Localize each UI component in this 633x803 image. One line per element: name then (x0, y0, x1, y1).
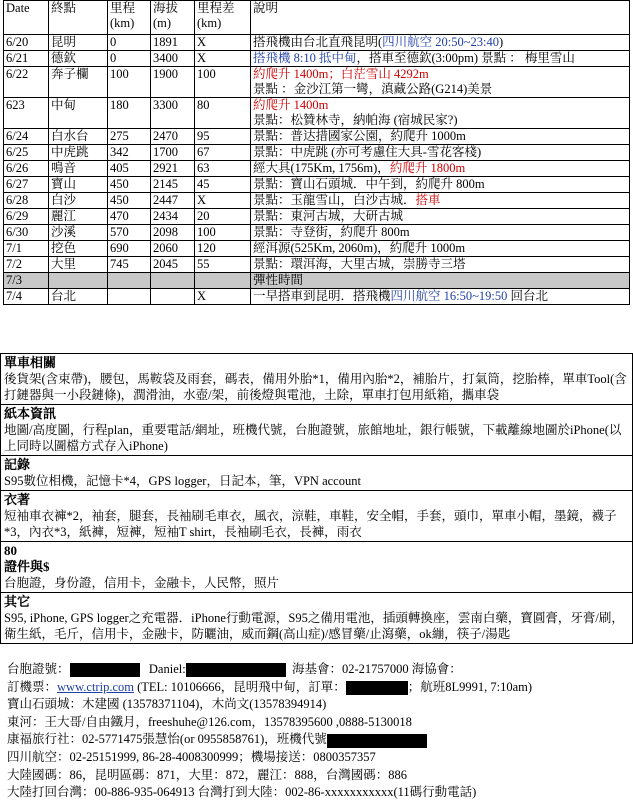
cell-alt: 2434 (151, 209, 195, 225)
cell-description (251, 273, 630, 289)
header-cell: Date (4, 1, 49, 35)
cell-date: 6/27 (4, 177, 49, 193)
description-segment: ) (499, 35, 504, 49)
description-segment: 搭車 (415, 193, 441, 207)
section-title: 80 證件與$ (4, 543, 50, 574)
cell-diff: 100 (195, 67, 251, 98)
cell-alt: 1891 (151, 35, 195, 51)
cell-km: 450 (108, 177, 151, 193)
cell-diff: 120 (195, 241, 251, 257)
cell-description (251, 98, 630, 129)
contact-line (7, 661, 627, 679)
header-cell: 海拔 (m) (151, 1, 195, 35)
itinerary-table (3, 0, 630, 305)
description-segment: 景點：松贊林寺，納帕海 (宿城民家?) (253, 113, 458, 127)
cell-alt: 2470 (151, 129, 195, 145)
cell-description (251, 161, 630, 177)
section-body: 地圖/高度圖，行程plan，重要電話/網址，班機代號，台胞證號，旅館地址，銀行帳號，下載離線地圖於iPhone(以上同時以圖檔方式存入iPhone) (4, 423, 622, 453)
cell-end: 寶山 (49, 177, 108, 193)
cell-alt: 2098 (151, 225, 195, 241)
cell-diff (195, 273, 251, 289)
cell-date: 623 (4, 98, 49, 129)
cell-km: 405 (108, 161, 151, 177)
travel-agency: 康福旅行社：02-5771475張慧怡(or 0955858761)，班機代號 (7, 732, 327, 747)
cell-description (251, 145, 630, 161)
cell-description (251, 289, 630, 305)
cell-alt: 2145 (151, 177, 195, 193)
header-cell: 里程差 (km) (195, 1, 251, 35)
itinerary-row (4, 257, 630, 273)
description-segment: 景點：東河古城，大研古城 (253, 209, 404, 223)
redaction-box (70, 663, 140, 677)
contact-line (7, 679, 627, 697)
cell-km: 0 (108, 51, 151, 67)
cell-description (251, 67, 630, 98)
description-segment: 搭飛機 8:10 抵中甸 (253, 51, 357, 65)
cell-km: 690 (108, 241, 151, 257)
cell-km: 180 (108, 98, 151, 129)
cell-end: 中甸 (49, 98, 108, 129)
cell-end: 台北 (49, 289, 108, 305)
cell-description (251, 177, 630, 193)
itinerary-row (4, 241, 630, 257)
itinerary-row (4, 51, 630, 67)
cell-diff: 55 (195, 257, 251, 273)
itinerary-row (4, 177, 630, 193)
itinerary-row (4, 289, 630, 305)
section-body: 後貨架(含束帶)，腰包，馬鞍袋及雨套，碼表，備用外胎*1，備用內胎*2，補胎片，打氣筒，挖胎棒，單車Tool(含打鏈器與一小段鏈條)，潤滑油，水壺/架，前後燈與電池，土除，單車打包用紙箱，攜車袋 (4, 372, 627, 402)
cell-alt: 1900 (151, 67, 195, 98)
description-segment: 景點：環洱海，大里古城，崇勝寺三塔 (253, 257, 466, 271)
cell-km: 470 (108, 209, 151, 225)
itinerary-row (4, 145, 630, 161)
cell-km: 450 (108, 193, 151, 209)
cell-date: 6/22 (4, 67, 49, 98)
ticket-info: (TEL: 10106666，昆明飛中甸，訂單： (133, 679, 346, 694)
cell-end: 沙溪 (49, 225, 108, 241)
contact-line: 大陸國碼：86，昆明區碼：871，大里：872，麗江：888，台灣國碼：886 (7, 767, 408, 782)
section-title: 紙本資訊 (4, 406, 57, 421)
itinerary-row (4, 129, 630, 145)
contact-line: 寶山石頭城：木建國 (13578371104)，木尚文(13578394914) (7, 697, 327, 712)
cell-diff: 63 (195, 161, 251, 177)
cell-date: 6/28 (4, 193, 49, 209)
cell-alt: 2447 (151, 193, 195, 209)
cell-end (49, 273, 108, 289)
header-cell: 說明 (251, 1, 630, 35)
description-segment: 四川航空 20:50~23:40 (382, 35, 500, 49)
section-title: 其它 (4, 594, 31, 609)
cell-description (251, 51, 630, 67)
cell-diff: X (195, 51, 251, 67)
cell-date: 6/24 (4, 129, 49, 145)
cell-km (108, 289, 151, 305)
section-title: 記錄 (4, 457, 31, 472)
cell-diff: 80 (195, 98, 251, 129)
section-body: S95, iPhone, GPS logger之充電器．iPhone行動電源，S95之備用電池，插頭轉換座，雲南白藥，寶圓膏，牙膏/刷，衛生紙，毛斤，信用卡，金融卡，防曬油，威而鋼(高山症)/感冒藥/止瀉藥，ok繃，筷子/湯匙 (4, 611, 624, 641)
cell-alt: 2921 (151, 161, 195, 177)
cell-end: 大里 (49, 257, 108, 273)
description-segment: 四川航空 16:50~19:50 (390, 289, 508, 303)
cell-end: 昆明 (49, 35, 108, 51)
cell-description (251, 35, 630, 51)
cell-date: 6/29 (4, 209, 49, 225)
description-segment: 回台北 (507, 289, 548, 303)
section-body: S95數位相機，記憶卡*4，GPS logger，日記本，筆，VPN account (4, 474, 361, 488)
cell-alt (151, 289, 195, 305)
cell-alt: 2060 (151, 241, 195, 257)
cell-description (251, 193, 630, 209)
cell-end: 德欽 (49, 51, 108, 67)
description-segment: ，搭車至德欽(3:00pm) 景點 ： 梅里雪山 (356, 51, 575, 65)
description-segment: 景點：中虎跳 (亦可考慮住大具-雪花客棧) (253, 145, 482, 159)
cell-km: 342 (108, 145, 151, 161)
packing-section (1, 491, 633, 542)
cell-end: 中虎跳 (49, 145, 108, 161)
redaction-box (346, 681, 408, 695)
section-body: 短袖車衣褲*2，袖套，腿套，長袖刷毛車衣，風衣，涼鞋，車鞋，安全帽，手套，頭巾，單車小帽，墨鏡，襪子*3，內衣*3，紙褲，短褲，短袖T shirt，長袖刷毛衣，長褲，雨衣 (4, 509, 617, 539)
header-cell: 終點 (49, 1, 108, 35)
itinerary-header-row (4, 1, 630, 35)
cell-diff: X (195, 289, 251, 305)
cell-description (251, 129, 630, 145)
cell-description (251, 257, 630, 273)
contacts-block (7, 661, 627, 802)
cell-end: 挖色 (49, 241, 108, 257)
ticket-label: 訂機票： (7, 679, 58, 694)
cell-date: 6/26 (4, 161, 49, 177)
description-segment: 約爬升 1800m (389, 161, 466, 175)
cell-description (251, 209, 630, 225)
cell-diff: 100 (195, 225, 251, 241)
description-segment: 景點：寺登街，約爬升 800m (253, 225, 410, 239)
packing-section (1, 593, 633, 644)
cell-alt: 3300 (151, 98, 195, 129)
cell-diff: 95 (195, 129, 251, 145)
description-segment: 景點：玉龍雪山，白沙古城． (253, 193, 416, 207)
packing-section (1, 354, 633, 405)
cell-diff: 67 (195, 145, 251, 161)
cell-date: 7/3 (4, 273, 49, 289)
daniel-label: Daniel: (148, 662, 186, 676)
description-segment: 約爬升 1400m；白茫雪山 4292m (253, 67, 429, 81)
redaction-box (186, 663, 286, 677)
cell-km: 570 (108, 225, 151, 241)
contact-line: 大陸打回台灣：00-886-935-064913 台灣打到大陸：002-86-xxxxxxxxxxx(11碼行動電話) (7, 785, 477, 800)
packing-section (1, 456, 633, 491)
packing-section (1, 405, 633, 456)
packing-section (1, 542, 633, 593)
ctrip-link[interactable]: www.ctrip.com (57, 679, 134, 694)
description-segment: 經洱源(525Km, 2060m)，約爬升 1000m (253, 241, 466, 255)
itinerary-row (4, 161, 630, 177)
section-title: 單車相關 (4, 355, 57, 370)
redaction-box (327, 734, 427, 748)
itinerary-row (4, 67, 630, 98)
taibao-label: 台胞證號： (7, 662, 70, 676)
cell-km: 275 (108, 129, 151, 145)
section-title: 衣著 (4, 492, 31, 507)
foundation-phones: 海基會：02-21757000 海協會： (291, 662, 462, 676)
itinerary-row (4, 98, 630, 129)
itinerary-row (4, 273, 630, 289)
cell-description (251, 225, 630, 241)
cell-diff: 45 (195, 177, 251, 193)
flight-info: ；航班8L9991, 7:10am) (407, 679, 533, 694)
contact-line: 四川航空：02-25151999, 86-28-4008300999；機場接送：0800357357 (7, 749, 376, 764)
cell-diff: X (195, 35, 251, 51)
cell-end: 麗江 (49, 209, 108, 225)
header-cell: 里程 (km) (108, 1, 151, 35)
cell-date: 6/20 (4, 35, 49, 51)
cell-alt (151, 273, 195, 289)
cell-date: 7/2 (4, 257, 49, 273)
cell-alt: 2045 (151, 257, 195, 273)
cell-end: 白水台 (49, 129, 108, 145)
section-body: 台胞證，身份證，信用卡，金融卡，人民幣，照片 (4, 576, 280, 590)
itinerary-row (4, 193, 630, 209)
cell-end: 奔子欄 (49, 67, 108, 98)
contact-line: 東河：王大哥/自由鐵月，freeshuhe@126.com，13578395600 ,0888-5130018 (7, 714, 412, 729)
cell-diff: 20 (195, 209, 251, 225)
cell-alt: 1700 (151, 145, 195, 161)
cell-diff: X (195, 193, 251, 209)
description-segment: 搭飛機由台北直飛昆明( (253, 35, 383, 49)
contact-line (7, 731, 627, 749)
cell-date: 7/4 (4, 289, 49, 305)
description-segment: 經大具(175Km, 1756m)， (253, 161, 390, 175)
cell-end: 白沙 (49, 193, 108, 209)
packing-list-table (0, 353, 633, 644)
cell-date: 6/25 (4, 145, 49, 161)
cell-date: 6/21 (4, 51, 49, 67)
description-segment: 景點 ：金沙江第一彎，滇藏公路(G214)美景 (253, 82, 493, 96)
itinerary-row (4, 209, 630, 225)
description-segment: 彈性時間 (253, 273, 304, 287)
description-segment: 景點：寶山石頭城．中午到，約爬升 800m (253, 177, 485, 191)
cell-end: 鳴音 (49, 161, 108, 177)
description-segment: 一早搭車到昆明．搭飛機 (253, 289, 391, 303)
cell-date: 6/30 (4, 225, 49, 241)
cell-km: 745 (108, 257, 151, 273)
cell-km: 100 (108, 67, 151, 98)
cell-km (108, 273, 151, 289)
cell-description (251, 241, 630, 257)
itinerary-row (4, 225, 630, 241)
description-segment: 景點：普达措國家公園，約爬升 1000m (253, 129, 466, 143)
cell-date: 7/1 (4, 241, 49, 257)
cell-alt: 3400 (151, 51, 195, 67)
description-segment: 約爬升 1400m (253, 98, 329, 112)
cell-km: 0 (108, 35, 151, 51)
itinerary-row (4, 35, 630, 51)
